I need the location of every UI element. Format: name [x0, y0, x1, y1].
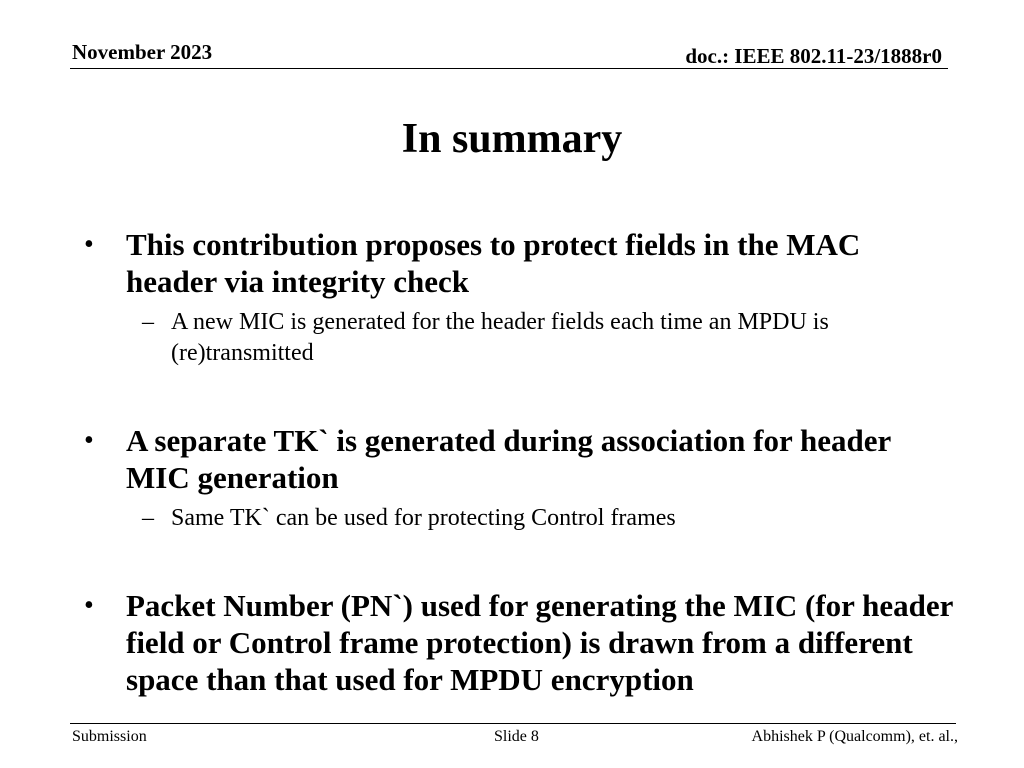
header-divider — [70, 68, 948, 69]
dash-icon: – — [142, 505, 154, 531]
dash-icon: – — [142, 309, 154, 335]
bullet-item — [84, 587, 956, 698]
bullet-dot-icon: • — [84, 425, 94, 456]
sub-bullet-text: Same TK` can be used for protecting Control frames — [171, 505, 676, 531]
bullet-dot-icon: • — [84, 590, 94, 621]
slide-title: In summary — [401, 116, 623, 162]
bullet-item — [84, 226, 956, 300]
sub-bullet-text: A new MIC is generated for the header fields each time an MPDU is (re)transmitted — [171, 309, 829, 366]
bullet-text: Packet Number (PN`) used for generating the MIC (for header field or Control frame protection) is drawn from a different space than that used for MPDU encryption — [126, 588, 953, 697]
sub-bullet-item — [142, 503, 951, 534]
bullet-item — [84, 422, 956, 496]
bullet-text: This contribution proposes to protect fields in the MAC header via integrity check — [126, 227, 861, 299]
footer-submission: Submission — [72, 728, 147, 745]
footer-divider — [70, 723, 956, 724]
sub-bullet-item — [142, 307, 951, 369]
header-date: November 2023 — [72, 40, 213, 64]
header-doc-id: doc.: IEEE 802.11-23/1888r0 — [685, 44, 942, 68]
bullet-text: A separate TK` is generated during association for header MIC generation — [126, 423, 891, 495]
footer-author: Abhishek P (Qualcomm), et. al., — [751, 728, 958, 745]
bullet-dot-icon: • — [84, 229, 94, 260]
footer-slide-number: Slide 8 — [494, 728, 539, 745]
